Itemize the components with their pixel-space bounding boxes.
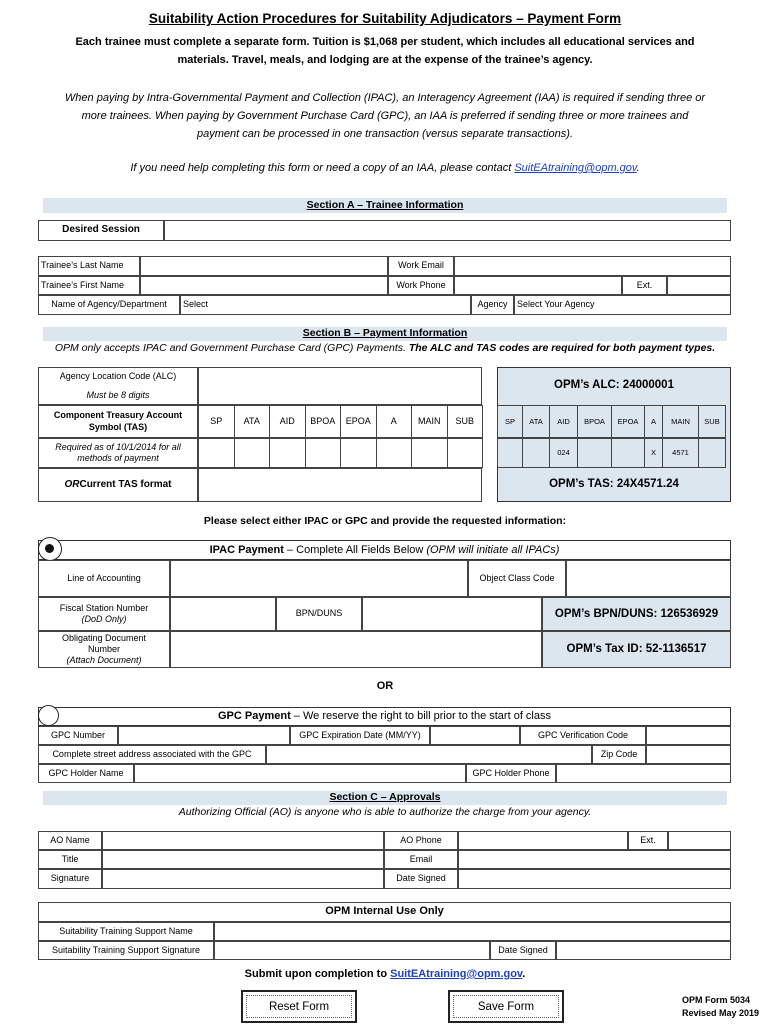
ipac-info-line-1: When paying by Intra-Governmental Payment and Collection (IPAC), an Interagency Agreement (IAA) is required if sending three or xyxy=(64,92,706,104)
first-name-input[interactable] xyxy=(140,276,388,295)
holder-phone-label: GPC Holder Phone xyxy=(466,764,556,783)
opm-tas-col-header-main: MAIN xyxy=(662,405,699,438)
help-text: If you need help completing this form or need a copy of an IAA, please contact xyxy=(130,162,515,174)
tas-col-header-ata: ATA xyxy=(234,405,271,438)
alc-input[interactable] xyxy=(198,367,482,405)
obligating-doc-label: Obligating Document Number xyxy=(61,632,147,654)
last-name-input[interactable] xyxy=(140,256,388,276)
holder-phone-input[interactable] xyxy=(556,764,731,783)
ao-ext-input[interactable] xyxy=(668,831,731,850)
holder-name-input[interactable] xyxy=(134,764,466,783)
opm-tas-col-header-aid: AID xyxy=(549,405,578,438)
ipac-info-line-2: more trainees. When paying by Government Purchase Card (GPC), an IAA is preferred if sending three or more trainees and xyxy=(81,110,689,122)
agency-dept-select[interactable]: Select xyxy=(180,295,471,315)
opm-bpn-duns: OPM’s BPN/DUNS: 126536929 xyxy=(542,597,731,631)
internal-date-signed-input[interactable] xyxy=(556,941,731,960)
save-form-label: Save Form xyxy=(453,995,559,1018)
reset-form-button[interactable] xyxy=(241,990,357,1023)
gpc-number-input[interactable] xyxy=(118,726,290,745)
agency-dept-label: Name of Agency/Department xyxy=(38,295,180,315)
email-link[interactable]: SuitEAtraining@opm.gov xyxy=(514,162,637,174)
work-email-label: Work Email xyxy=(388,256,454,276)
obligating-doc-label-cell xyxy=(38,631,170,668)
tas-col-header-bpoa: BPOA xyxy=(305,405,342,438)
intro-line-2: materials. Travel, meals, and lodging are at the expense of the trainee’s agency. xyxy=(177,54,593,66)
submit-email-link[interactable]: SuitEAtraining@opm.gov xyxy=(390,968,523,980)
opm-tas-value-a: X xyxy=(644,438,663,468)
tas-input-a[interactable] xyxy=(376,438,413,468)
opm-tas-value-epoa xyxy=(611,438,645,468)
ao-phone-input[interactable] xyxy=(458,831,628,850)
gpc-title: GPC Payment xyxy=(218,710,291,722)
internal-date-signed-label: Date Signed xyxy=(490,941,556,960)
intro-line-1: Each trainee must complete a separate form. Tuition is $1,068 per student, which includes all educational services and xyxy=(75,36,695,48)
ao-email-input[interactable] xyxy=(458,850,731,869)
bpn-duns-input[interactable] xyxy=(362,597,542,631)
title-input[interactable] xyxy=(102,850,384,869)
tas-label: Component Treasury Account Symbol (TAS) xyxy=(38,405,198,438)
bpn-duns-label: BPN/DUNS xyxy=(276,597,362,631)
dod-only-note: (DoD Only) xyxy=(81,614,127,624)
line-of-accounting-label: Line of Accounting xyxy=(38,560,170,597)
reset-form-label: Reset Form xyxy=(246,995,352,1018)
tas-col-header-epoa: EPOA xyxy=(340,405,377,438)
obligating-doc-input[interactable] xyxy=(170,631,542,668)
tas-input-sub[interactable] xyxy=(447,438,484,468)
ext-input[interactable] xyxy=(667,276,731,295)
current-tas-label: Current TAS format xyxy=(79,478,172,490)
object-class-code-label: Object Class Code xyxy=(468,560,566,597)
tas-input-bpoa[interactable] xyxy=(305,438,342,468)
desired-session-input[interactable] xyxy=(164,220,731,241)
opm-tas-value-bpoa xyxy=(577,438,612,468)
fiscal-station-label-cell xyxy=(38,597,170,631)
section-c-title: Section C – Approvals xyxy=(329,791,441,803)
tas-col-header-sp: SP xyxy=(198,405,235,438)
object-class-code-input[interactable] xyxy=(566,560,731,597)
opm-tas-value-ata xyxy=(522,438,550,468)
work-phone-label: Work Phone xyxy=(388,276,454,295)
opm-tax-id: OPM’s Tax ID: 52-1136517 xyxy=(542,631,731,668)
ao-name-label: AO Name xyxy=(38,831,102,850)
current-tas-label-cell xyxy=(38,468,198,502)
opm-tas-value-sub xyxy=(698,438,726,468)
section-b-title: Section B – Payment Information xyxy=(302,327,468,339)
help-period: . xyxy=(636,162,640,174)
internal-use-title: OPM Internal Use Only xyxy=(38,902,731,922)
alc-label: Agency Location Code (ALC) xyxy=(59,371,177,381)
gpc-verification-input[interactable] xyxy=(646,726,731,745)
alc-note: Must be 8 digits xyxy=(86,389,150,400)
gpc-expiration-label: GPC Expiration Date (MM/YY) xyxy=(290,726,430,745)
support-name-label: Suitability Training Support Name xyxy=(38,922,214,941)
revised-date: Revised May 2019 xyxy=(682,1008,760,1018)
street-address-label: Complete street address associated with the GPC xyxy=(38,745,266,764)
ext-label: Ext. xyxy=(622,276,667,295)
work-phone-input[interactable] xyxy=(454,276,622,295)
ao-name-input[interactable] xyxy=(102,831,384,850)
attach-doc-note: (Attach Document) xyxy=(66,655,142,666)
form-number: OPM Form 5034 xyxy=(682,995,751,1005)
ao-ext-label: Ext. xyxy=(628,831,668,850)
ipac-title-rest: – Complete All Fields Below xyxy=(283,544,427,556)
opm-tas-value-main: 4571 xyxy=(662,438,699,468)
opm-tas-col-header-a: A xyxy=(644,405,663,438)
last-name-label: Trainee’s Last Name xyxy=(38,256,140,276)
tas-input-main[interactable] xyxy=(411,438,448,468)
save-form-button[interactable] xyxy=(448,990,564,1023)
opm-tas-col-header-sub: SUB xyxy=(698,405,726,438)
gpc-verification-label: GPC Verification Code xyxy=(520,726,646,745)
section-b-note-emphasis: The ALC and TAS codes are required for both payment types. xyxy=(408,342,716,354)
tas-col-header-sub: SUB xyxy=(447,405,484,438)
opm-tas-col-header-sp: SP xyxy=(497,405,523,438)
section-b-note: OPM only accepts IPAC and Government Purchase Card (GPC) Payments. xyxy=(54,342,409,354)
support-name-input[interactable] xyxy=(214,922,731,941)
opm-tas-col-header-ata: ATA xyxy=(522,405,550,438)
gpc-title-rest: – We reserve the right to bill prior to the start of class xyxy=(290,710,551,722)
opm-alc: OPM’s ALC: 24000001 xyxy=(554,379,674,391)
support-signature-label: Suitability Training Support Signature xyxy=(38,941,214,960)
alc-label-cell xyxy=(38,367,198,405)
tas-input-epoa[interactable] xyxy=(340,438,377,468)
holder-name-label: GPC Holder Name xyxy=(38,764,134,783)
agency-label: Agency xyxy=(471,295,514,315)
ipac-title: IPAC Payment xyxy=(209,544,284,556)
fiscal-station-input[interactable] xyxy=(170,597,276,631)
gpc-expiration-input[interactable] xyxy=(430,726,520,745)
signature-input[interactable] xyxy=(102,869,384,889)
or-divider: OR xyxy=(376,680,394,692)
work-email-input[interactable] xyxy=(454,256,731,276)
agency-select[interactable]: Select Your Agency xyxy=(514,295,731,315)
submit-period: . xyxy=(522,968,526,980)
opm-tas-col-header-bpoa: BPOA xyxy=(577,405,612,438)
submit-text: Submit upon completion to xyxy=(244,968,391,980)
zip-code-input[interactable] xyxy=(646,745,731,764)
signature-label: Signature xyxy=(38,869,102,889)
ipac-info-line-3: payment can be processed in one transaction (versus separate transactions). xyxy=(196,128,574,140)
current-tas-input[interactable] xyxy=(198,468,482,502)
ao-email-label: Email xyxy=(384,850,458,869)
tas-col-header-a: A xyxy=(376,405,413,438)
street-address-input[interactable] xyxy=(266,745,592,764)
title-label: Title xyxy=(38,850,102,869)
date-signed-input[interactable] xyxy=(458,869,731,889)
tas-input-ata[interactable] xyxy=(234,438,271,468)
date-signed-label: Date Signed xyxy=(384,869,458,889)
opm-tas-value-sp xyxy=(497,438,523,468)
ipac-title-note: (OPM will initiate all IPACs) xyxy=(426,544,560,556)
ao-phone-label: AO Phone xyxy=(384,831,458,850)
section-a-title: Section A – Trainee Information xyxy=(306,199,464,211)
first-name-label: Trainee’s First Name xyxy=(38,276,140,295)
fiscal-station-label: Fiscal Station Number xyxy=(59,602,149,613)
tas-input-sp[interactable] xyxy=(198,438,235,468)
tas-note: Required as of 10/1/2014 for all methods of payment xyxy=(38,438,198,468)
page-title: Suitability Action Procedures for Suitability Adjudicators – Payment Form xyxy=(148,11,622,26)
current-tas-or: OR xyxy=(64,478,80,490)
desired-session-label: Desired Session xyxy=(38,220,164,241)
gpc-number-label: GPC Number xyxy=(38,726,118,745)
line-of-accounting-input[interactable] xyxy=(170,560,468,597)
opm-tas-col-header-epoa: EPOA xyxy=(611,405,645,438)
select-prompt: Please select either IPAC or GPC and provide the requested information: xyxy=(203,515,567,527)
tas-input-aid[interactable] xyxy=(269,438,306,468)
tas-col-header-aid: AID xyxy=(269,405,306,438)
support-signature-input[interactable] xyxy=(214,941,490,960)
opm-tas: OPM’s TAS: 24X4571.24 xyxy=(549,478,679,490)
tas-col-header-main: MAIN xyxy=(411,405,448,438)
section-c-note: Authorizing Official (AO) is anyone who is able to authorize the charge from your agency. xyxy=(178,806,592,818)
opm-tas-value-aid: 024 xyxy=(549,438,578,468)
zip-code-label: Zip Code xyxy=(592,745,646,764)
